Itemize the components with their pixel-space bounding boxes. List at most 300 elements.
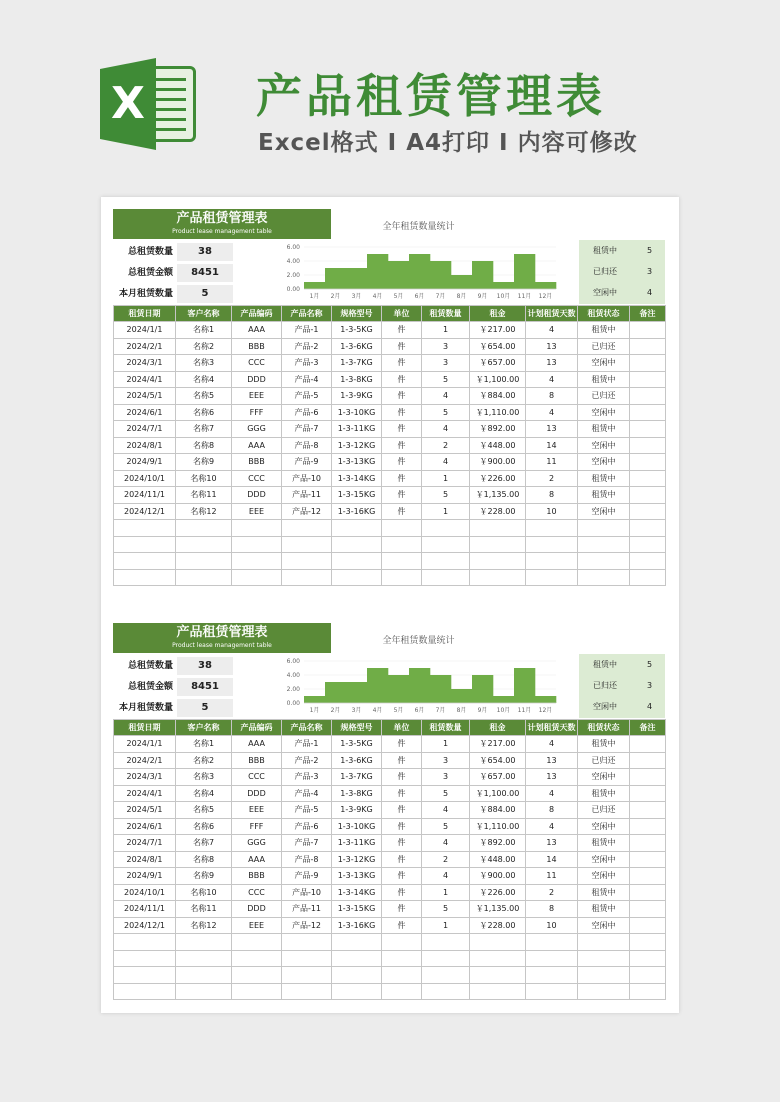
table-cell[interactable]: 产品-5 bbox=[282, 388, 332, 405]
table-cell[interactable]: 1-3-9KG bbox=[332, 802, 382, 819]
table-cell[interactable]: 4 bbox=[422, 835, 470, 852]
table-cell[interactable]: 租赁中 bbox=[578, 835, 630, 852]
table-cell[interactable]: 2 bbox=[526, 884, 578, 901]
table-cell[interactable] bbox=[470, 520, 526, 537]
table-cell[interactable]: 名称1 bbox=[176, 322, 232, 339]
table-cell[interactable] bbox=[422, 950, 470, 967]
table-cell[interactable]: 2024/10/1 bbox=[114, 470, 176, 487]
table-cell[interactable] bbox=[630, 355, 666, 372]
table-cell[interactable] bbox=[630, 388, 666, 405]
table-cell[interactable]: 2024/12/1 bbox=[114, 503, 176, 520]
table-cell[interactable] bbox=[630, 487, 666, 504]
table-cell[interactable]: 1-3-11KG bbox=[332, 835, 382, 852]
table-cell[interactable]: EEE bbox=[232, 388, 282, 405]
table-cell[interactable]: 名称12 bbox=[176, 503, 232, 520]
table-cell[interactable] bbox=[232, 934, 282, 951]
table-cell[interactable] bbox=[382, 520, 422, 537]
table-cell[interactable]: 14 bbox=[526, 437, 578, 454]
table-cell[interactable]: 名称6 bbox=[176, 404, 232, 421]
table-cell[interactable]: 13 bbox=[526, 835, 578, 852]
table-cell[interactable] bbox=[470, 536, 526, 553]
table-cell[interactable]: 租赁中 bbox=[578, 785, 630, 802]
table-cell[interactable]: 件 bbox=[382, 851, 422, 868]
table-cell[interactable]: 5 bbox=[422, 818, 470, 835]
table-cell[interactable]: BBB bbox=[232, 454, 282, 471]
table-cell[interactable]: 租赁中 bbox=[578, 736, 630, 753]
table-cell[interactable]: 件 bbox=[382, 868, 422, 885]
table-cell[interactable]: 名称5 bbox=[176, 802, 232, 819]
table-cell[interactable]: 产品-5 bbox=[282, 802, 332, 819]
table-cell[interactable]: 1-3-15KG bbox=[332, 487, 382, 504]
table-cell[interactable]: 8 bbox=[526, 388, 578, 405]
table-cell[interactable]: 1-3-8KG bbox=[332, 371, 382, 388]
table-cell[interactable]: 3 bbox=[422, 355, 470, 372]
table-cell[interactable]: 5 bbox=[422, 371, 470, 388]
table-cell[interactable]: 2024/12/1 bbox=[114, 917, 176, 934]
table-cell[interactable]: 已归还 bbox=[578, 752, 630, 769]
table-cell[interactable] bbox=[630, 470, 666, 487]
table-cell[interactable] bbox=[282, 934, 332, 951]
column-header[interactable]: 单位 bbox=[382, 720, 422, 736]
table-cell[interactable] bbox=[630, 785, 666, 802]
table-cell[interactable]: 1-3-8KG bbox=[332, 785, 382, 802]
table-cell[interactable]: 产品-3 bbox=[282, 769, 332, 786]
table-cell[interactable]: 名称7 bbox=[176, 835, 232, 852]
column-header[interactable]: 产品名称 bbox=[282, 720, 332, 736]
table-cell[interactable] bbox=[114, 934, 176, 951]
table-cell[interactable] bbox=[382, 569, 422, 586]
table-cell[interactable]: 产品-1 bbox=[282, 322, 332, 339]
table-cell[interactable]: ￥900.00 bbox=[470, 454, 526, 471]
table-cell[interactable]: ￥657.00 bbox=[470, 769, 526, 786]
table-cell[interactable] bbox=[630, 454, 666, 471]
table-cell[interactable]: 件 bbox=[382, 371, 422, 388]
table-cell[interactable] bbox=[630, 901, 666, 918]
table-cell[interactable]: 件 bbox=[382, 388, 422, 405]
table-cell[interactable]: 租赁中 bbox=[578, 470, 630, 487]
table-cell[interactable] bbox=[630, 818, 666, 835]
table-cell[interactable]: 2024/5/1 bbox=[114, 388, 176, 405]
table-cell[interactable]: 租赁中 bbox=[578, 322, 630, 339]
table-cell[interactable]: 件 bbox=[382, 802, 422, 819]
table-cell[interactable]: 1 bbox=[422, 470, 470, 487]
table-cell[interactable]: ￥654.00 bbox=[470, 752, 526, 769]
table-cell[interactable]: DDD bbox=[232, 901, 282, 918]
table-cell[interactable]: 1-3-14KG bbox=[332, 884, 382, 901]
table-cell[interactable]: 产品-6 bbox=[282, 818, 332, 835]
column-header[interactable]: 租赁日期 bbox=[114, 306, 176, 322]
table-cell[interactable]: 已归还 bbox=[578, 338, 630, 355]
table-cell[interactable]: ￥1,135.00 bbox=[470, 487, 526, 504]
table-cell[interactable]: ￥1,110.00 bbox=[470, 818, 526, 835]
table-cell[interactable]: 5 bbox=[422, 785, 470, 802]
table-cell[interactable]: 空闲中 bbox=[578, 851, 630, 868]
table-cell[interactable] bbox=[282, 520, 332, 537]
table-cell[interactable]: 产品-11 bbox=[282, 487, 332, 504]
table-cell[interactable]: ￥228.00 bbox=[470, 503, 526, 520]
table-cell[interactable]: 名称10 bbox=[176, 470, 232, 487]
table-cell[interactable]: 空闲中 bbox=[578, 503, 630, 520]
summary-value[interactable]: 38 bbox=[177, 657, 233, 675]
table-cell[interactable]: 1-3-12KG bbox=[332, 851, 382, 868]
column-header[interactable]: 产品编码 bbox=[232, 720, 282, 736]
table-cell[interactable]: FFF bbox=[232, 818, 282, 835]
table-cell[interactable] bbox=[332, 520, 382, 537]
table-cell[interactable] bbox=[176, 950, 232, 967]
table-cell[interactable]: 名称11 bbox=[176, 487, 232, 504]
table-cell[interactable]: 空闲中 bbox=[578, 917, 630, 934]
table-cell[interactable] bbox=[422, 536, 470, 553]
table-cell[interactable]: 产品-12 bbox=[282, 503, 332, 520]
table-cell[interactable]: 4 bbox=[526, 736, 578, 753]
table-cell[interactable]: 产品-7 bbox=[282, 421, 332, 438]
table-cell[interactable]: EEE bbox=[232, 917, 282, 934]
table-cell[interactable]: AAA bbox=[232, 851, 282, 868]
table-cell[interactable]: 4 bbox=[422, 868, 470, 885]
table-cell[interactable] bbox=[630, 503, 666, 520]
table-cell[interactable]: 已归还 bbox=[578, 802, 630, 819]
column-header[interactable]: 产品名称 bbox=[282, 306, 332, 322]
table-cell[interactable]: 租赁中 bbox=[578, 421, 630, 438]
table-cell[interactable] bbox=[382, 934, 422, 951]
table-cell[interactable] bbox=[630, 769, 666, 786]
table-cell[interactable] bbox=[382, 983, 422, 1000]
table-cell[interactable] bbox=[114, 983, 176, 1000]
table-cell[interactable]: 2024/11/1 bbox=[114, 487, 176, 504]
table-cell[interactable]: 1-3-13KG bbox=[332, 868, 382, 885]
table-cell[interactable] bbox=[282, 569, 332, 586]
table-cell[interactable]: 13 bbox=[526, 355, 578, 372]
table-cell[interactable]: 2024/3/1 bbox=[114, 769, 176, 786]
table-cell[interactable] bbox=[578, 536, 630, 553]
table-cell[interactable]: 空闲中 bbox=[578, 404, 630, 421]
summary-value[interactable]: 8451 bbox=[177, 264, 233, 282]
table-cell[interactable]: 1-3-15KG bbox=[332, 901, 382, 918]
table-cell[interactable] bbox=[526, 520, 578, 537]
table-cell[interactable]: CCC bbox=[232, 884, 282, 901]
table-cell[interactable]: 件 bbox=[382, 917, 422, 934]
column-header[interactable]: 备注 bbox=[630, 306, 666, 322]
table-cell[interactable] bbox=[630, 868, 666, 885]
column-header[interactable]: 规格型号 bbox=[332, 306, 382, 322]
table-cell[interactable]: ￥657.00 bbox=[470, 355, 526, 372]
table-cell[interactable] bbox=[176, 553, 232, 570]
table-cell[interactable]: 11 bbox=[526, 454, 578, 471]
column-header[interactable]: 备注 bbox=[630, 720, 666, 736]
table-cell[interactable]: 1-3-11KG bbox=[332, 421, 382, 438]
table-cell[interactable]: 名称9 bbox=[176, 868, 232, 885]
table-cell[interactable] bbox=[114, 520, 176, 537]
table-cell[interactable] bbox=[630, 536, 666, 553]
table-cell[interactable]: 产品-10 bbox=[282, 470, 332, 487]
table-cell[interactable] bbox=[526, 536, 578, 553]
table-cell[interactable] bbox=[282, 983, 332, 1000]
table-cell[interactable]: ￥226.00 bbox=[470, 470, 526, 487]
table-cell[interactable]: 1-3-14KG bbox=[332, 470, 382, 487]
table-cell[interactable]: 件 bbox=[382, 355, 422, 372]
table-cell[interactable] bbox=[232, 553, 282, 570]
table-cell[interactable]: 名称6 bbox=[176, 818, 232, 835]
table-cell[interactable]: 4 bbox=[526, 404, 578, 421]
table-cell[interactable]: 产品-9 bbox=[282, 868, 332, 885]
table-cell[interactable]: 件 bbox=[382, 338, 422, 355]
table-cell[interactable]: 空闲中 bbox=[578, 454, 630, 471]
table-cell[interactable]: 4 bbox=[526, 818, 578, 835]
table-cell[interactable] bbox=[630, 851, 666, 868]
table-cell[interactable]: ￥1,100.00 bbox=[470, 785, 526, 802]
table-cell[interactable]: 名称2 bbox=[176, 752, 232, 769]
table-cell[interactable]: 2024/2/1 bbox=[114, 338, 176, 355]
table-cell[interactable] bbox=[422, 983, 470, 1000]
table-cell[interactable]: 产品-7 bbox=[282, 835, 332, 852]
table-cell[interactable]: 件 bbox=[382, 503, 422, 520]
table-cell[interactable]: 1-3-10KG bbox=[332, 818, 382, 835]
table-cell[interactable]: ￥226.00 bbox=[470, 884, 526, 901]
table-cell[interactable] bbox=[422, 967, 470, 984]
table-cell[interactable]: 13 bbox=[526, 752, 578, 769]
table-cell[interactable] bbox=[232, 950, 282, 967]
table-cell[interactable]: 3 bbox=[422, 338, 470, 355]
table-cell[interactable] bbox=[232, 536, 282, 553]
table-cell[interactable]: 2024/11/1 bbox=[114, 901, 176, 918]
table-cell[interactable]: 2024/1/1 bbox=[114, 736, 176, 753]
table-cell[interactable]: 2024/6/1 bbox=[114, 404, 176, 421]
column-header[interactable]: 租金 bbox=[470, 720, 526, 736]
table-cell[interactable]: 件 bbox=[382, 437, 422, 454]
column-header[interactable]: 单位 bbox=[382, 306, 422, 322]
table-cell[interactable]: 2024/3/1 bbox=[114, 355, 176, 372]
table-cell[interactable] bbox=[176, 934, 232, 951]
table-cell[interactable] bbox=[630, 736, 666, 753]
table-cell[interactable]: 件 bbox=[382, 769, 422, 786]
table-cell[interactable] bbox=[282, 536, 332, 553]
table-cell[interactable] bbox=[470, 934, 526, 951]
table-cell[interactable] bbox=[470, 950, 526, 967]
table-cell[interactable]: 件 bbox=[382, 421, 422, 438]
table-cell[interactable]: 件 bbox=[382, 470, 422, 487]
table-cell[interactable]: 件 bbox=[382, 901, 422, 918]
summary-value[interactable]: 8451 bbox=[177, 678, 233, 696]
table-cell[interactable]: 产品-2 bbox=[282, 338, 332, 355]
table-cell[interactable] bbox=[630, 421, 666, 438]
table-cell[interactable]: ￥900.00 bbox=[470, 868, 526, 885]
table-cell[interactable]: 件 bbox=[382, 752, 422, 769]
summary-value[interactable]: 38 bbox=[177, 243, 233, 261]
table-cell[interactable]: ￥892.00 bbox=[470, 835, 526, 852]
table-cell[interactable]: 11 bbox=[526, 868, 578, 885]
table-cell[interactable]: 1-3-9KG bbox=[332, 388, 382, 405]
table-cell[interactable]: 名称1 bbox=[176, 736, 232, 753]
table-cell[interactable] bbox=[630, 752, 666, 769]
table-cell[interactable] bbox=[630, 553, 666, 570]
table-cell[interactable]: ￥1,100.00 bbox=[470, 371, 526, 388]
table-cell[interactable]: 1 bbox=[422, 503, 470, 520]
table-cell[interactable] bbox=[470, 569, 526, 586]
table-cell[interactable] bbox=[630, 950, 666, 967]
table-cell[interactable]: 产品-6 bbox=[282, 404, 332, 421]
table-cell[interactable]: 产品-4 bbox=[282, 371, 332, 388]
table-cell[interactable]: GGG bbox=[232, 421, 282, 438]
table-cell[interactable]: 1-3-6KG bbox=[332, 338, 382, 355]
table-cell[interactable]: 1 bbox=[422, 322, 470, 339]
table-cell[interactable] bbox=[176, 520, 232, 537]
table-cell[interactable]: 产品-12 bbox=[282, 917, 332, 934]
table-cell[interactable] bbox=[526, 983, 578, 1000]
column-header[interactable]: 客户名称 bbox=[176, 306, 232, 322]
table-cell[interactable] bbox=[176, 983, 232, 1000]
column-header[interactable]: 计划租赁天数 bbox=[526, 720, 578, 736]
table-cell[interactable]: 3 bbox=[422, 752, 470, 769]
table-cell[interactable] bbox=[422, 934, 470, 951]
table-cell[interactable]: 件 bbox=[382, 835, 422, 852]
table-cell[interactable]: 名称7 bbox=[176, 421, 232, 438]
table-cell[interactable]: 已归还 bbox=[578, 388, 630, 405]
table-cell[interactable]: 2024/9/1 bbox=[114, 868, 176, 885]
table-cell[interactable]: 件 bbox=[382, 404, 422, 421]
table-cell[interactable] bbox=[578, 569, 630, 586]
column-header[interactable]: 租金 bbox=[470, 306, 526, 322]
column-header[interactable]: 客户名称 bbox=[176, 720, 232, 736]
table-cell[interactable]: 名称9 bbox=[176, 454, 232, 471]
table-cell[interactable]: 件 bbox=[382, 785, 422, 802]
table-cell[interactable] bbox=[578, 553, 630, 570]
table-cell[interactable] bbox=[630, 520, 666, 537]
table-cell[interactable] bbox=[630, 835, 666, 852]
summary-value[interactable]: 5 bbox=[177, 699, 233, 717]
table-cell[interactable]: 名称12 bbox=[176, 917, 232, 934]
table-cell[interactable]: 1 bbox=[422, 917, 470, 934]
table-cell[interactable]: 4 bbox=[526, 371, 578, 388]
table-cell[interactable]: 1-3-7KG bbox=[332, 769, 382, 786]
table-cell[interactable] bbox=[382, 967, 422, 984]
table-cell[interactable]: 件 bbox=[382, 818, 422, 835]
table-cell[interactable]: ￥884.00 bbox=[470, 802, 526, 819]
table-cell[interactable]: EEE bbox=[232, 802, 282, 819]
table-cell[interactable]: 名称8 bbox=[176, 437, 232, 454]
table-cell[interactable]: 2024/9/1 bbox=[114, 454, 176, 471]
table-cell[interactable]: 10 bbox=[526, 503, 578, 520]
column-header[interactable]: 计划租赁天数 bbox=[526, 306, 578, 322]
table-cell[interactable] bbox=[176, 967, 232, 984]
table-cell[interactable]: 产品-3 bbox=[282, 355, 332, 372]
table-cell[interactable] bbox=[578, 967, 630, 984]
table-cell[interactable]: 2 bbox=[422, 437, 470, 454]
table-cell[interactable] bbox=[578, 520, 630, 537]
table-cell[interactable]: 件 bbox=[382, 487, 422, 504]
table-cell[interactable]: ￥217.00 bbox=[470, 736, 526, 753]
table-cell[interactable] bbox=[332, 569, 382, 586]
table-cell[interactable] bbox=[114, 950, 176, 967]
table-cell[interactable]: 空闲中 bbox=[578, 769, 630, 786]
table-cell[interactable] bbox=[630, 404, 666, 421]
table-cell[interactable] bbox=[282, 553, 332, 570]
table-cell[interactable]: 2024/4/1 bbox=[114, 785, 176, 802]
table-cell[interactable]: 租赁中 bbox=[578, 884, 630, 901]
table-cell[interactable] bbox=[176, 536, 232, 553]
table-cell[interactable]: BBB bbox=[232, 338, 282, 355]
table-cell[interactable] bbox=[332, 983, 382, 1000]
table-cell[interactable]: 件 bbox=[382, 736, 422, 753]
table-cell[interactable]: 产品-9 bbox=[282, 454, 332, 471]
table-cell[interactable] bbox=[422, 569, 470, 586]
column-header[interactable]: 规格型号 bbox=[332, 720, 382, 736]
table-cell[interactable] bbox=[630, 802, 666, 819]
table-cell[interactable]: 件 bbox=[382, 884, 422, 901]
table-cell[interactable]: 产品-8 bbox=[282, 851, 332, 868]
table-cell[interactable] bbox=[578, 934, 630, 951]
table-cell[interactable]: 名称8 bbox=[176, 851, 232, 868]
table-cell[interactable]: ￥1,135.00 bbox=[470, 901, 526, 918]
table-cell[interactable] bbox=[114, 536, 176, 553]
table-cell[interactable]: 4 bbox=[526, 785, 578, 802]
column-header[interactable]: 租赁数量 bbox=[422, 306, 470, 322]
table-cell[interactable] bbox=[630, 917, 666, 934]
table-cell[interactable]: 空闲中 bbox=[578, 355, 630, 372]
table-cell[interactable] bbox=[282, 967, 332, 984]
table-cell[interactable]: 13 bbox=[526, 338, 578, 355]
table-cell[interactable]: 4 bbox=[526, 322, 578, 339]
table-cell[interactable]: 2024/7/1 bbox=[114, 835, 176, 852]
table-cell[interactable]: 1-3-16KG bbox=[332, 917, 382, 934]
table-cell[interactable] bbox=[630, 322, 666, 339]
table-cell[interactable]: DDD bbox=[232, 487, 282, 504]
table-cell[interactable] bbox=[332, 553, 382, 570]
table-cell[interactable] bbox=[578, 983, 630, 1000]
table-cell[interactable] bbox=[526, 967, 578, 984]
table-cell[interactable] bbox=[232, 569, 282, 586]
table-cell[interactable]: CCC bbox=[232, 355, 282, 372]
table-cell[interactable] bbox=[332, 536, 382, 553]
table-cell[interactable] bbox=[332, 950, 382, 967]
table-cell[interactable]: CCC bbox=[232, 470, 282, 487]
table-cell[interactable]: 租赁中 bbox=[578, 901, 630, 918]
table-cell[interactable] bbox=[232, 967, 282, 984]
table-cell[interactable]: 名称3 bbox=[176, 769, 232, 786]
table-cell[interactable]: 产品-1 bbox=[282, 736, 332, 753]
table-cell[interactable]: BBB bbox=[232, 752, 282, 769]
table-cell[interactable]: 2 bbox=[526, 470, 578, 487]
table-cell[interactable]: ￥448.00 bbox=[470, 851, 526, 868]
table-cell[interactable]: 名称3 bbox=[176, 355, 232, 372]
table-cell[interactable] bbox=[422, 520, 470, 537]
table-cell[interactable] bbox=[630, 569, 666, 586]
column-header[interactable]: 租赁状态 bbox=[578, 720, 630, 736]
table-cell[interactable]: 件 bbox=[382, 454, 422, 471]
table-cell[interactable]: 4 bbox=[422, 388, 470, 405]
table-cell[interactable]: 空闲中 bbox=[578, 437, 630, 454]
table-cell[interactable]: 空闲中 bbox=[578, 818, 630, 835]
table-cell[interactable]: 2024/5/1 bbox=[114, 802, 176, 819]
table-cell[interactable]: 产品-2 bbox=[282, 752, 332, 769]
table-cell[interactable] bbox=[526, 950, 578, 967]
table-cell[interactable]: 1-3-16KG bbox=[332, 503, 382, 520]
table-cell[interactable]: 租赁中 bbox=[578, 371, 630, 388]
table-cell[interactable] bbox=[526, 553, 578, 570]
table-cell[interactable]: ￥448.00 bbox=[470, 437, 526, 454]
table-cell[interactable]: 1-3-10KG bbox=[332, 404, 382, 421]
table-cell[interactable]: EEE bbox=[232, 503, 282, 520]
table-cell[interactable]: ￥228.00 bbox=[470, 917, 526, 934]
table-cell[interactable]: 产品-4 bbox=[282, 785, 332, 802]
table-cell[interactable]: 1-3-7KG bbox=[332, 355, 382, 372]
table-cell[interactable] bbox=[282, 950, 332, 967]
table-cell[interactable]: 产品-8 bbox=[282, 437, 332, 454]
table-cell[interactable]: 名称2 bbox=[176, 338, 232, 355]
table-cell[interactable] bbox=[114, 569, 176, 586]
table-cell[interactable]: 2024/7/1 bbox=[114, 421, 176, 438]
table-cell[interactable] bbox=[526, 934, 578, 951]
table-cell[interactable]: 1 bbox=[422, 736, 470, 753]
